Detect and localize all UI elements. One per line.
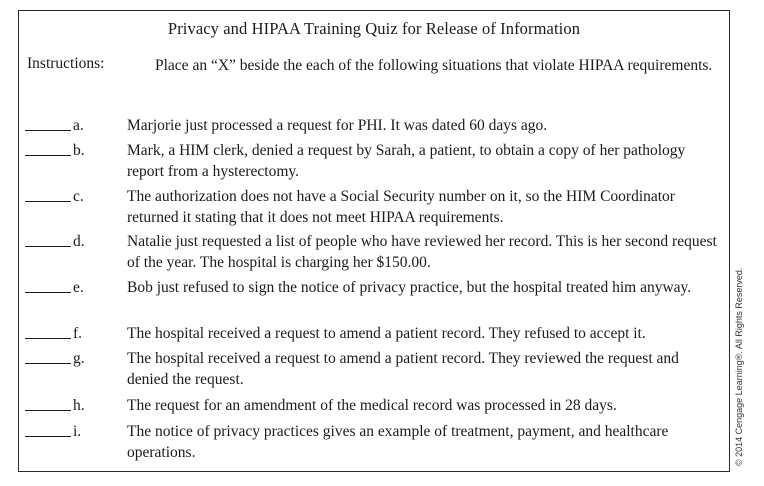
quiz-title: Privacy and HIPAA Training Quiz for Release of Information <box>167 19 581 38</box>
item-letter: h. <box>73 397 85 414</box>
answer-blank[interactable] <box>25 280 71 293</box>
item-text: Natalie just requested a list of people who have reviewed her record. This is her second request of the year. The hospital is charging her $150.00. <box>127 233 717 271</box>
answer-blank[interactable] <box>25 189 71 202</box>
quiz-frame <box>18 10 730 472</box>
item-letter: c. <box>73 188 84 205</box>
item-text: The authorization does not have a Social Security number on it, so the HIM Coordinator returned it stating that it does not meet HIPAA requirements. <box>127 188 675 226</box>
item-letter: i. <box>73 423 82 440</box>
item-text: Mark, a HIM clerk, denied a request by Sarah, a patient, to obtain a copy of her pathology report from a hysterectomy. <box>127 142 686 180</box>
answer-blank[interactable] <box>25 234 71 247</box>
item-letter: g. <box>73 350 85 367</box>
item-text: Bob just refused to sign the notice of privacy practice, but the hospital treated him anyway. <box>127 279 692 296</box>
answer-blank[interactable] <box>25 351 71 364</box>
item-letter: e. <box>73 279 84 296</box>
answer-blank[interactable] <box>25 424 71 437</box>
item-letter: b. <box>73 142 85 159</box>
answer-blank[interactable] <box>25 118 71 131</box>
item-text: The notice of privacy practices gives an example of treatment, payment, and healthcare operations. <box>127 423 669 461</box>
instructions-label: Instructions: <box>27 55 105 72</box>
item-text: The hospital received a request to amend a patient record. They reviewed the request and denied the request. <box>127 350 679 388</box>
item-letter: f. <box>73 325 83 342</box>
item-text: The hospital received a request to amend a patient record. They refused to accept it. <box>127 325 646 342</box>
item-text: The request for an amendment of the medical record was processed in 28 days. <box>127 397 617 414</box>
answer-blank[interactable] <box>25 326 71 339</box>
answer-blank[interactable] <box>25 398 71 411</box>
copyright-notice: © 2014 Cengage Learning®. All Rights Reserved. <box>734 267 744 466</box>
item-letter: a. <box>73 117 84 134</box>
item-letter: d. <box>73 233 85 250</box>
item-text: Marjorie just processed a request for PHI. It was dated 60 days ago. <box>127 117 548 134</box>
answer-blank[interactable] <box>25 143 71 156</box>
instructions-text: Place an “X” beside the each of the following situations that violate HIPAA requirements. <box>155 57 713 74</box>
